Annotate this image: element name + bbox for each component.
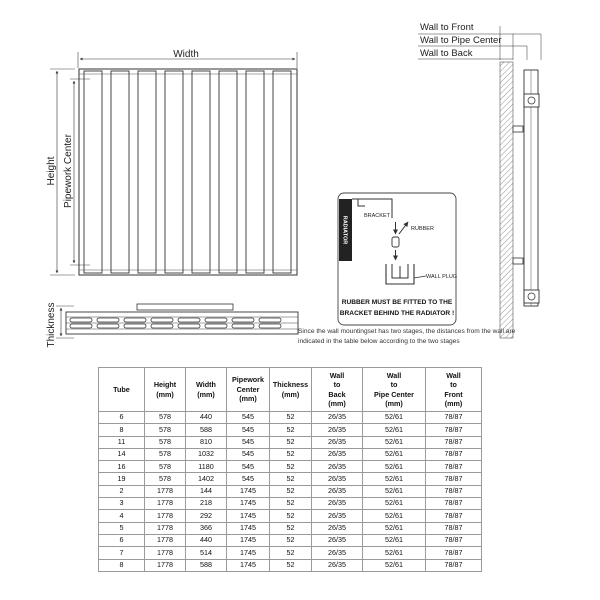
table-row bbox=[99, 547, 482, 559]
front-view bbox=[46, 49, 297, 275]
table-cell: 78/87 bbox=[426, 473, 482, 485]
table-cell: 440 bbox=[186, 412, 227, 424]
table-cell: 578 bbox=[145, 424, 186, 436]
table-row bbox=[99, 473, 482, 485]
column-header: Tube bbox=[99, 368, 145, 412]
table-cell: 26/35 bbox=[312, 461, 363, 473]
table-cell: 52 bbox=[270, 498, 312, 510]
table-cell: 78/87 bbox=[426, 547, 482, 559]
table-cell: 52 bbox=[270, 547, 312, 559]
width-dimension bbox=[78, 49, 297, 68]
table-cell: 2 bbox=[99, 485, 145, 497]
table-cell: 578 bbox=[145, 461, 186, 473]
table-cell: 52/61 bbox=[363, 559, 426, 571]
table-row bbox=[99, 559, 482, 571]
table-cell: 52 bbox=[270, 485, 312, 497]
table-row bbox=[99, 461, 482, 473]
table-cell: 11 bbox=[99, 436, 145, 448]
table-cell: 52/61 bbox=[363, 473, 426, 485]
wall-to-front-dimension bbox=[418, 22, 541, 34]
table-cell: 578 bbox=[145, 473, 186, 485]
table-cell: 440 bbox=[186, 534, 227, 546]
table-cell: 578 bbox=[145, 448, 186, 460]
table-cell: 26/35 bbox=[312, 436, 363, 448]
table-header-row bbox=[99, 368, 482, 412]
warning-line-1: RUBBER MUST BE FITTED TO THE bbox=[341, 299, 453, 306]
table-cell: 52/61 bbox=[363, 510, 426, 522]
table-cell: 1778 bbox=[145, 547, 186, 559]
table-cell: 8 bbox=[99, 424, 145, 436]
table-cell: 52 bbox=[270, 424, 312, 436]
table-cell: 26/35 bbox=[312, 559, 363, 571]
table-cell: 1745 bbox=[227, 534, 270, 546]
table-cell: 78/87 bbox=[426, 559, 482, 571]
spec-table-body bbox=[99, 412, 482, 572]
table-cell: 545 bbox=[227, 424, 270, 436]
column-header: Thickness (mm) bbox=[270, 368, 312, 412]
table-row bbox=[99, 522, 482, 534]
table-cell: 1745 bbox=[227, 547, 270, 559]
table-cell: 52 bbox=[270, 534, 312, 546]
wall-to-back-dimension bbox=[418, 48, 513, 59]
table-cell: 52/61 bbox=[363, 498, 426, 510]
table-cell: 52 bbox=[270, 522, 312, 534]
spec-table bbox=[98, 367, 482, 572]
table-cell: 578 bbox=[145, 412, 186, 424]
table-cell: 78/87 bbox=[426, 485, 482, 497]
table-cell: 810 bbox=[186, 436, 227, 448]
radiator-front bbox=[79, 69, 297, 275]
table-cell: 52/61 bbox=[363, 547, 426, 559]
table-cell: 52/61 bbox=[363, 522, 426, 534]
table-cell: 1778 bbox=[145, 485, 186, 497]
column-header: Wall to Front (mm) bbox=[426, 368, 482, 412]
table-cell: 144 bbox=[186, 485, 227, 497]
table-cell: 1778 bbox=[145, 534, 186, 546]
width-label: Width bbox=[173, 49, 199, 60]
warning-line-2: BRACKET BEHIND THE RADIATOR ! bbox=[339, 310, 455, 317]
table-cell: 52 bbox=[270, 412, 312, 424]
table-cell: 1032 bbox=[186, 448, 227, 460]
thickness-view bbox=[46, 302, 298, 347]
table-cell: 26/35 bbox=[312, 473, 363, 485]
rubber-label: RUBBER bbox=[411, 226, 434, 232]
table-cell: 26/35 bbox=[312, 522, 363, 534]
table-cell: 19 bbox=[99, 473, 145, 485]
table-cell: 52/61 bbox=[363, 461, 426, 473]
table-row bbox=[99, 424, 482, 436]
table-cell: 3 bbox=[99, 498, 145, 510]
table-cell: 1778 bbox=[145, 510, 186, 522]
table-cell: 1745 bbox=[227, 498, 270, 510]
table-cell: 52 bbox=[270, 448, 312, 460]
wall-to-pipe-center-label: Wall to Pipe Center bbox=[420, 35, 502, 46]
table-cell: 1745 bbox=[227, 510, 270, 522]
wall-to-front-label: Wall to Front bbox=[420, 22, 474, 33]
table-cell: 8 bbox=[99, 559, 145, 571]
column-header: Wall to Back (mm) bbox=[312, 368, 363, 412]
table-cell: 26/35 bbox=[312, 485, 363, 497]
table-cell: 1778 bbox=[145, 498, 186, 510]
thickness-label: Thickness bbox=[46, 302, 57, 348]
table-cell: 26/35 bbox=[312, 424, 363, 436]
table-cell: 52/61 bbox=[363, 448, 426, 460]
table-cell: 26/35 bbox=[312, 412, 363, 424]
column-header: Width (mm) bbox=[186, 368, 227, 412]
table-row bbox=[99, 448, 482, 460]
table-cell: 26/35 bbox=[312, 498, 363, 510]
table-cell: 292 bbox=[186, 510, 227, 522]
mounting-note: Since the wall mountingset has two stages, the distances from the wall are indicated in the table below according to the two stages bbox=[298, 328, 516, 345]
column-header: Wall to Pipe Center (mm) bbox=[363, 368, 426, 412]
table-cell: 14 bbox=[99, 448, 145, 460]
table-cell: 78/87 bbox=[426, 522, 482, 534]
wall-plug-label: WALL PLUG bbox=[426, 274, 458, 280]
table-cell: 7 bbox=[99, 547, 145, 559]
table-cell: 1745 bbox=[227, 485, 270, 497]
table-cell: 1180 bbox=[186, 461, 227, 473]
table-row bbox=[99, 412, 482, 424]
table-cell: 26/35 bbox=[312, 448, 363, 460]
pipework-center-dimension bbox=[63, 79, 90, 265]
table-cell: 26/35 bbox=[312, 510, 363, 522]
table-cell: 52 bbox=[270, 436, 312, 448]
table-row bbox=[99, 485, 482, 497]
table-cell: 52 bbox=[270, 510, 312, 522]
height-label: Height bbox=[46, 156, 57, 186]
table-cell: 1402 bbox=[186, 473, 227, 485]
table-cell: 78/87 bbox=[426, 510, 482, 522]
table-cell: 26/35 bbox=[312, 547, 363, 559]
table-cell: 545 bbox=[227, 473, 270, 485]
table-cell: 52/61 bbox=[363, 485, 426, 497]
table-cell: 78/87 bbox=[426, 412, 482, 424]
table-cell: 545 bbox=[227, 412, 270, 424]
table-cell: 366 bbox=[186, 522, 227, 534]
table-cell: 52 bbox=[270, 473, 312, 485]
table-cell: 1745 bbox=[227, 522, 270, 534]
table-cell: 52/61 bbox=[363, 436, 426, 448]
table-cell: 78/87 bbox=[426, 498, 482, 510]
table-cell: 545 bbox=[227, 436, 270, 448]
table-cell: 514 bbox=[186, 547, 227, 559]
table-cell: 545 bbox=[227, 461, 270, 473]
table-cell: 588 bbox=[186, 559, 227, 571]
table-cell: 16 bbox=[99, 461, 145, 473]
table-cell: 1778 bbox=[145, 522, 186, 534]
pipework-center-label: Pipework Center bbox=[63, 134, 74, 208]
table-cell: 1778 bbox=[145, 559, 186, 571]
wall-to-back-label: Wall to Back bbox=[420, 48, 473, 59]
table-cell: 4 bbox=[99, 510, 145, 522]
table-cell: 78/87 bbox=[426, 424, 482, 436]
table-row bbox=[99, 510, 482, 522]
wall bbox=[500, 62, 513, 338]
table-cell: 578 bbox=[145, 436, 186, 448]
table-cell: 78/87 bbox=[426, 461, 482, 473]
table-cell: 78/87 bbox=[426, 534, 482, 546]
table-cell: 78/87 bbox=[426, 448, 482, 460]
table-row bbox=[99, 436, 482, 448]
table-row bbox=[99, 498, 482, 510]
table-cell: 588 bbox=[186, 424, 227, 436]
radiator-label: RADIATOR bbox=[341, 215, 348, 245]
mounting-detail bbox=[338, 193, 457, 325]
table-cell: 52 bbox=[270, 461, 312, 473]
column-header: Height (mm) bbox=[145, 368, 186, 412]
table-cell: 545 bbox=[227, 448, 270, 460]
table-cell: 6 bbox=[99, 534, 145, 546]
table-cell: 78/87 bbox=[426, 436, 482, 448]
table-cell: 52/61 bbox=[363, 412, 426, 424]
table-cell: 6 bbox=[99, 412, 145, 424]
bracket-label: BRACKET bbox=[364, 213, 390, 219]
table-cell: 5 bbox=[99, 522, 145, 534]
table-cell: 1745 bbox=[227, 559, 270, 571]
table-cell: 52/61 bbox=[363, 424, 426, 436]
table-cell: 52/61 bbox=[363, 534, 426, 546]
table-cell: 52 bbox=[270, 559, 312, 571]
wall-to-pipe-center-dimension bbox=[418, 35, 527, 46]
column-header: Pipework Center (mm) bbox=[227, 368, 270, 412]
table-cell: 26/35 bbox=[312, 534, 363, 546]
table-cell: 218 bbox=[186, 498, 227, 510]
table-row bbox=[99, 534, 482, 546]
